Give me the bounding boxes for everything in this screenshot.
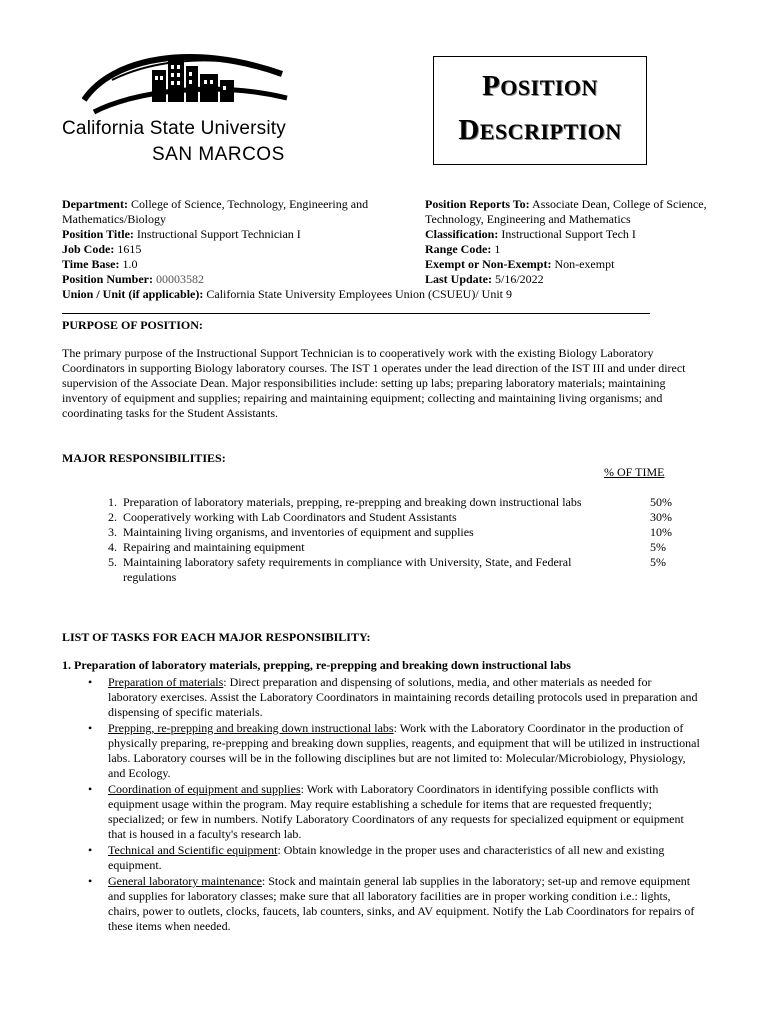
responsibility-percent: 5% — [650, 540, 666, 554]
bullet-icon: • — [88, 675, 93, 689]
responsibility-percent: 30% — [650, 510, 672, 524]
bullet-icon: • — [88, 782, 93, 796]
responsibility-item: 1. Preparation of laboratory materials, prepping, re-prepping and breaking down instructional labs 50% — [108, 495, 593, 510]
task-item: • Coordination of equipment and supplies: Work with Laboratory Coordinators in identifying possible conflicts with equipment usage within the program. May require establishing a schedule for items that are requested frequently; specialized; or few in numbers. Notify Laboratory Coordinators of any requests for specialized equipment or equipment that is housed in a faculty's research lab. — [88, 782, 684, 841]
logo-campus-name: SAN MARCOS — [152, 144, 285, 165]
logo-university-name: California State University — [62, 118, 286, 139]
campus-skyline-icon — [82, 40, 292, 118]
classification-field: Classification: Instructional Support Tech I — [425, 227, 636, 241]
title-line-description: DESCRIPTION — [458, 114, 622, 146]
position-info-left — [62, 197, 402, 287]
csusm-logo — [62, 40, 318, 168]
section-divider — [62, 313, 650, 314]
title-line-position: POSITION — [482, 70, 598, 102]
time-base-field: Time Base: 1.0 — [62, 257, 138, 271]
task-list — [88, 675, 700, 935]
responsibilities-heading: MAJOR RESPONSIBILITIES: — [62, 451, 226, 465]
purpose-heading: PURPOSE OF POSITION: — [62, 318, 203, 332]
responsibilities-list — [108, 495, 678, 585]
bullet-icon: • — [88, 721, 93, 735]
position-number-field: Position Number: 00003582 — [62, 272, 204, 286]
tasks-subheading: 1. Preparation of laboratory materials, prepping, re-prepping and breaking down instructional labs — [62, 658, 571, 672]
bullet-icon: • — [88, 843, 93, 857]
position-title-field: Position Title: Instructional Support Technician I — [62, 227, 301, 241]
position-info-right — [425, 197, 715, 287]
document-title-box — [433, 56, 647, 165]
reports-to-field: Position Reports To: Associate Dean, College of Science, Technology, Engineering and Mathematics — [425, 197, 707, 226]
range-code-field: Range Code: 1 — [425, 242, 501, 256]
responsibility-item: 5. Maintaining laboratory safety requirements in compliance with University, State, and Federal regulations 5% — [108, 555, 593, 585]
responsibility-percent: 5% — [650, 555, 666, 569]
bullet-icon: • — [88, 874, 93, 888]
responsibility-item: 4. Repairing and maintaining equipment 5% — [108, 540, 593, 555]
responsibility-percent: 10% — [650, 525, 672, 539]
exempt-field: Exempt or Non-Exempt: Non-exempt — [425, 257, 615, 271]
task-item: • Technical and Scientific equipment: Obtain knowledge in the proper uses and characteristics of all new and existing equipment. — [88, 843, 665, 872]
union-field: Union / Unit (if applicable): California State University Employees Union (CSUEU)/ Unit 9 — [62, 287, 512, 301]
department-field: Department: College of Science, Technology, Engineering and Mathematics/Biology — [62, 197, 369, 226]
task-item: • Prepping, re-prepping and breaking down instructional labs: Work with the Laboratory Coordinator in the production of physically preparing, re-prepping and breaking down supplies, reagents, and equipment that will be utilized in instructional labs. Laboratory courses will be in the following disciplines but are not limited to: Molecular/Microbiology, Physiology, and Ecology. — [88, 721, 700, 780]
responsibility-item: 3. Maintaining living organisms, and inventories of equipment and supplies 10% — [108, 525, 593, 540]
task-item: • General laboratory maintenance: Stock and maintain general lab supplies in the laboratory; set-up and remove equipment and supplies for laboratory classes; make sure that all laboratory facilities are in proper working condition i.e.: lights, chairs, power to outlets, clocks, faucets, lab counters, sinks, and AV equipment. Notify the Lab Coordinators for repairs of these items when needed. — [88, 874, 695, 933]
tasks-heading: LIST OF TASKS FOR EACH MAJOR RESPONSIBILITY: — [62, 630, 371, 644]
last-update-field: Last Update: 5/16/2022 — [425, 272, 544, 286]
job-code-field: Job Code: 1615 — [62, 242, 142, 256]
responsibility-percent: 50% — [650, 495, 672, 509]
responsibility-item: 2. Cooperatively working with Lab Coordinators and Student Assistants 30% — [108, 510, 593, 525]
task-item: • Preparation of materials: Direct preparation and dispensing of solutions, media, and other materials as needed for laboratory exercises. Assist the Laboratory Coordinators in maintaining records detailing protocols used in preparation and dispensing of specific materials. — [88, 675, 698, 719]
percent-time-heading: % OF TIME — [604, 465, 665, 479]
purpose-text: The primary purpose of the Instructional Support Technician is to cooperatively work with the existing Biology Laboratory Coordinators in supporting Biology laboratory courses. The IST 1 operates under the lead direction of the IST III and under direct supervision of the Associate Dean. Major responsibilities include: setting up labs; preparing laboratory materials; maintaining inventory of equipment and supplies; repairing and maintaining equipment; collecting and maintaining living organisms; and coordinating tasks for the Student Assistants. — [62, 346, 686, 420]
